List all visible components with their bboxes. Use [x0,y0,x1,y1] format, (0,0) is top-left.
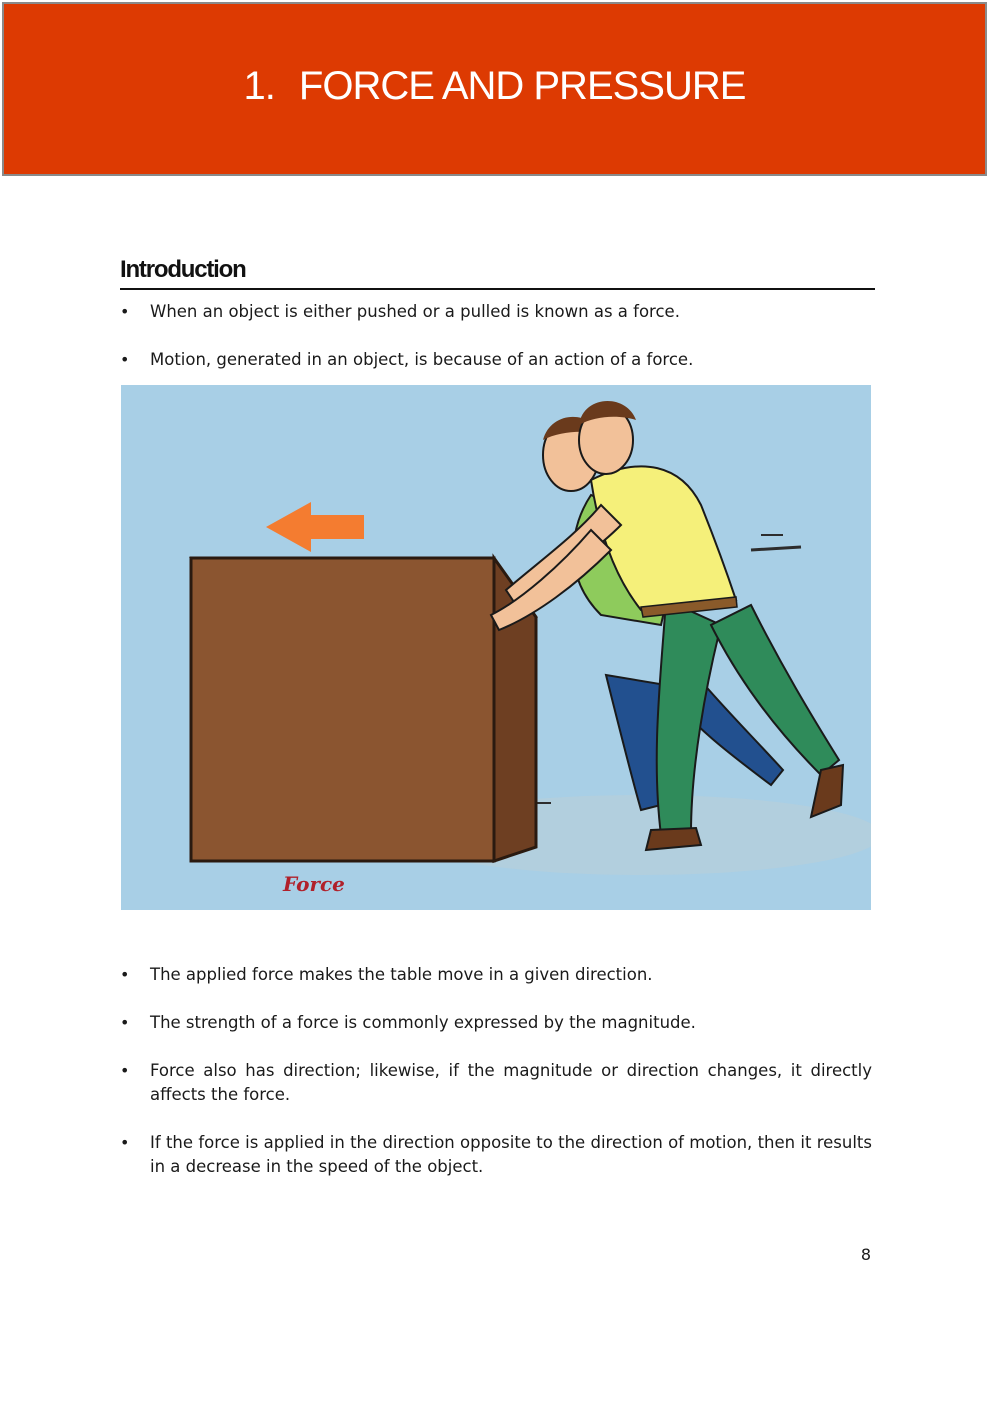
bullet-icon: • [120,1013,130,1032]
list-item-text: Motion, generated in an object, is because of an action of a force. [150,350,694,369]
list-item-text: When an object is either pushed or a pulled is known as a force. [150,302,680,321]
page-number: 8 [860,1245,871,1264]
list-item-text: The strength of a force is commonly expressed by the magnitude. [150,1013,696,1032]
bullet-icon: • [120,1133,130,1152]
bullet-icon: • [120,965,130,984]
intro-bullet-list [120,300,872,396]
bullet-icon: • [120,1061,130,1080]
person-front-shoe [646,828,701,850]
list-item-text: The applied force makes the table move in a given direction. [150,965,653,984]
force-illustration [121,385,871,910]
detail-bullet-list [120,963,872,1203]
person-front-shoe [811,765,843,817]
chapter-banner [2,2,987,176]
chapter-title-text: FORCE AND PRESSURE [298,64,746,108]
motion-line [751,547,801,550]
section-heading: Introduction [120,256,875,290]
list-item [120,963,872,987]
list-item [120,348,872,372]
force-illustration-graphic [121,385,871,910]
list-item [120,1131,872,1179]
chapter-title [4,64,985,109]
bullet-icon: • [120,302,130,321]
force-label: Force [283,872,345,896]
list-item [120,1011,872,1035]
list-item [120,1059,872,1107]
chapter-number: 1. [243,64,275,108]
list-item-text: Force also has direction; likewise, if the magnitude or direction changes, it directly affects the force. [150,1061,872,1104]
box-front [191,558,494,861]
list-item [120,300,872,324]
bullet-icon: • [120,350,130,369]
arrow-left-icon [266,502,364,552]
list-item-text: If the force is applied in the direction opposite to the direction of motion, then it results in a decrease in the speed of the object. [150,1133,872,1176]
